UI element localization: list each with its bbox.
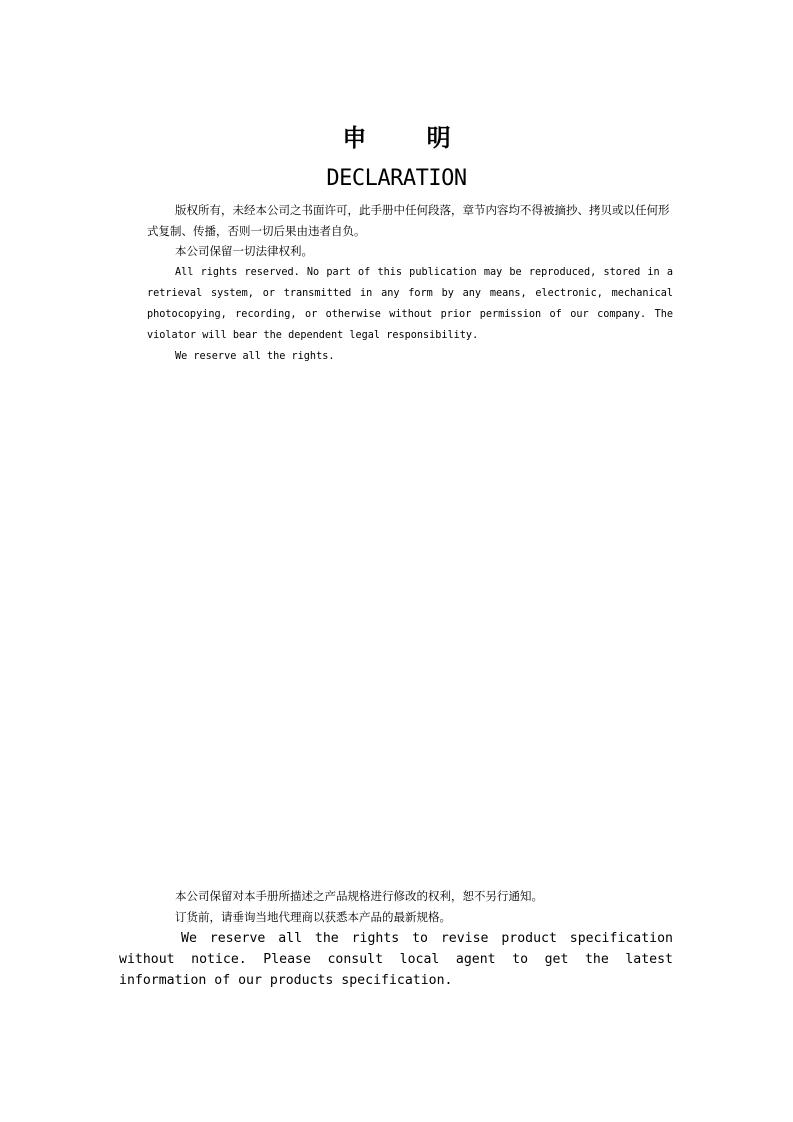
copyright-paragraph-english: All rights reserved. No part of this publication may be reproduced, stored in a retrieval system, or transmitted in any form by any means, electronic, mechanical photocopying, recording, or otherwise without prior permission of our company. The violator will bear the dependent legal responsibility.: [147, 267, 673, 341]
revise-notice-english: We reserve all the rights to revise product specification without notice. Please consult local agent to get the latest information of our products specification.: [119, 931, 673, 988]
page-title-chinese: 申 明: [342, 124, 477, 152]
consult-notice-chinese: 订货前，请垂询当地代理商以获悉本产品的最新规格。: [175, 910, 451, 924]
rights-reserved-english: We reserve all the rights.: [175, 351, 335, 362]
revise-notice-chinese: 本公司保留对本手册所描述之产品规格进行修改的权利，恕不另行通知。: [175, 889, 543, 903]
copyright-paragraph-chinese: 版权所有，未经本公司之书面许可，此手册中任何段落，章节内容均不得被摘抄、拷贝或以任何形式复制、传播，否则一切后果由违者自负。: [147, 203, 670, 238]
page-title-english: DECLARATION: [326, 166, 467, 191]
rights-reserved-chinese: 本公司保留一切法律权利。: [175, 244, 313, 258]
